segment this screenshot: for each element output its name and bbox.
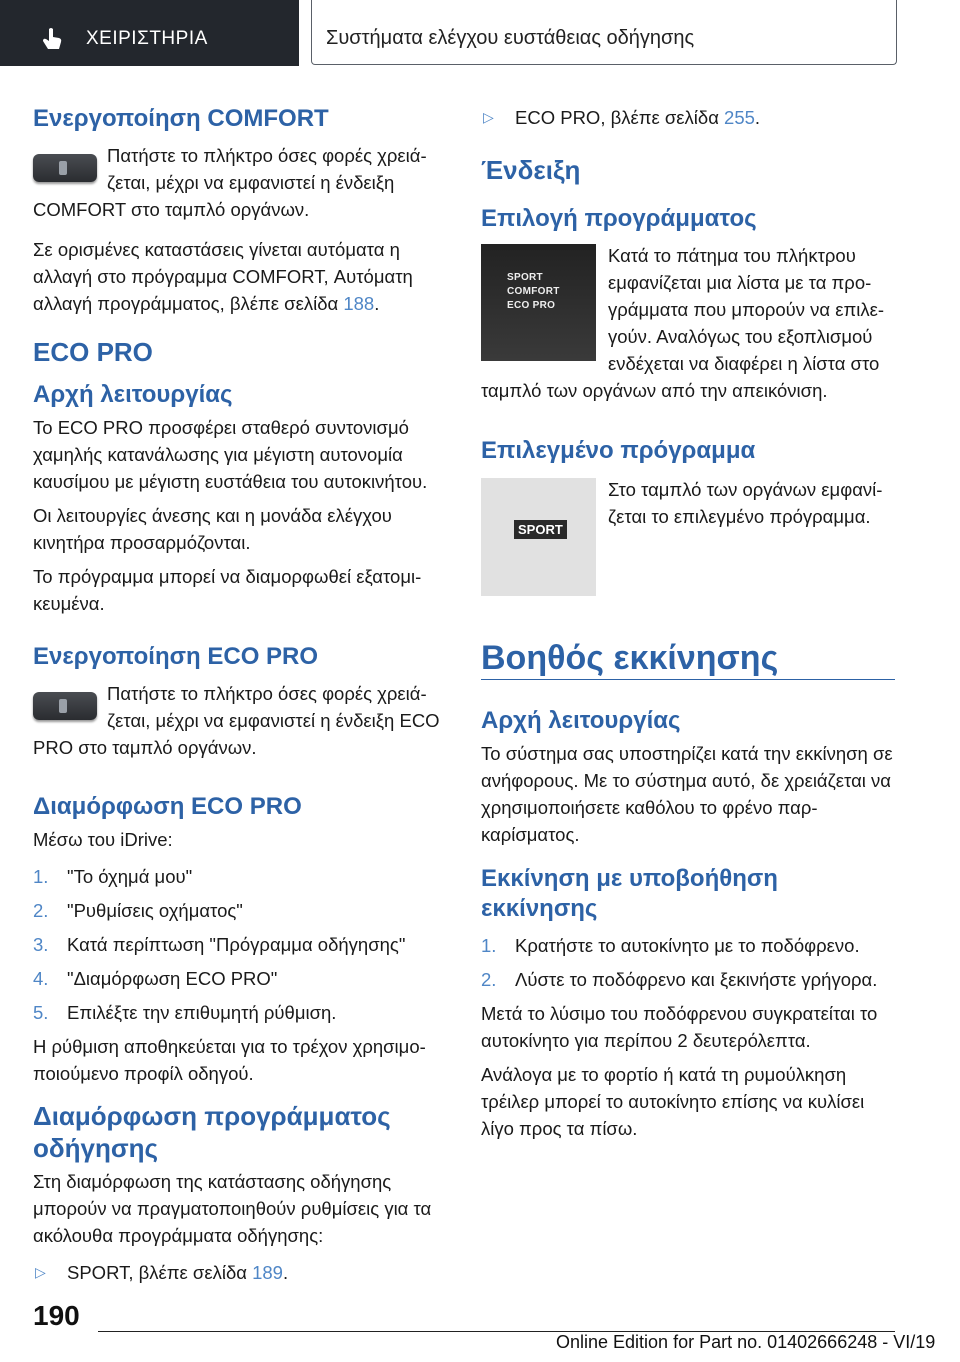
list-item: 4. "Διαμόρφωση ECO PRO" bbox=[33, 968, 278, 989]
menu-item-sport: SPORT bbox=[507, 272, 543, 283]
chapter-tab[interactable] bbox=[0, 0, 299, 66]
ecopro-config-intro: Μέσω του iDrive: bbox=[33, 829, 173, 850]
principle-paragraph-3: Το πρόγραμμα μπορεί να διαμορφωθεί εξατομικευμένα. bbox=[33, 566, 422, 614]
ecopro-section bbox=[33, 336, 448, 617]
selected-program-text: Στο ταμπλό των οργάνων εμφανίζεται το επιλεγμένο πρόγραμμα. bbox=[608, 479, 883, 527]
page-link-255[interactable]: 255 bbox=[724, 107, 755, 128]
list-item: 2. Λύστε το ποδόφρενο και ξεκινήστε γρήγορα. bbox=[481, 969, 878, 990]
triangle-bullet-icon: ▷ bbox=[35, 1264, 46, 1280]
menu-item-ecopro: ECO PRO bbox=[507, 300, 556, 311]
select-program-text: Κατά το πάτημα του πλήκτρου εμφανίζεται μια λίστα με τα προγράμματα που μπορούν να επιλεγούν. Αναλόγως του εξοπλισμού ενδέχεται να διαφέρει η λίστα στο ταμπλό των οργάνων από την απεικόνιση. bbox=[481, 245, 885, 401]
principle-paragraph-2: Οι λειτουργίες άνεσης και η μονάδα ελέγχου κινητήρα προσαρμόζονται. bbox=[33, 505, 392, 553]
program-config-text: Στη διαμόρφωση της κατάστασης οδήγησης μπορούν να πραγματοποιηθούν ρυθμίσεις για τα ακόλουθα προγράμματα οδήγησης: bbox=[33, 1171, 432, 1246]
sport-badge: SPORT bbox=[514, 520, 567, 539]
principle-paragraph-1: Το ECO PRO προσφέρει σταθερό συντονισμό χαμηλής κατανάλωσης για μέγιστη αυτονομία καυσίμου με μέγιστη ευστάθεια του αυτοκινήτου. bbox=[33, 417, 428, 492]
page-link-188[interactable]: 188 bbox=[343, 293, 375, 314]
start-assist-section bbox=[481, 706, 896, 1142]
mode-button-icon bbox=[33, 154, 97, 182]
edition-footer: Online Edition for Part no. 01402666248 - VI/19 bbox=[556, 1332, 936, 1352]
assist-start-heading: Εκκίνηση με υποβοήθηση εκκίνησης bbox=[481, 865, 778, 922]
page-number: 190 bbox=[33, 1300, 80, 1331]
steps-list bbox=[33, 863, 448, 1026]
ecopro-activation-text: Πατήστε το πλήκτρο όσες φορές χρειάζεται, μέχρι να εμφανιστεί η ένδειξη ECO PRO στο ταμπλό οργάνων. bbox=[33, 683, 440, 758]
ecopro-config-heading: Διαμόρφωση ECO PRO bbox=[33, 793, 302, 820]
list-item: 5. Επιλέξτε την επιθυμητή ρύθμιση. bbox=[33, 1002, 337, 1023]
assist-principle-text: Το σύστημα σας υποστηρίζει κατά την εκκίνηση σε ανήφορους. Με το σύστημα αυτό, δε χρειάζεται να χρησιμοποιήσετε καθόλου το φρένο παρκαρίσματος. bbox=[481, 743, 893, 845]
triangle-bullet-icon: ▷ bbox=[483, 109, 494, 125]
assist-steps-list bbox=[481, 932, 896, 993]
start-assist-title-block bbox=[481, 638, 896, 678]
assist-paragraph-2: Ανάλογα με το φορτίο ή κατά τη ρυμούλκηση τρέιλερ μπορεί το αυτοκίνητο επίσης να κυλίσει λίγο προς τα πίσω. bbox=[481, 1064, 865, 1139]
mode-button-icon bbox=[33, 692, 97, 720]
comfort-heading: Ενεργοποίηση COMFORT bbox=[33, 105, 329, 132]
comfort-text: Πατήστε το πλήκτρο όσες φορές χρειάζεται, μέχρι να εμφανιστεί η ένδειξη COMFORT στο ταμπλό οργάνων. bbox=[33, 145, 427, 220]
ecopro-activation-section bbox=[33, 642, 448, 761]
ecopro-title: ECO PRO bbox=[33, 337, 153, 367]
auto-switch-text: Σε ορισμένες καταστάσεις γίνεται αυτόματα η αλλαγή στο πρόγραμμα COMFORT, Αυτόματη αλλαγή προγράμματος, βλέπε σελίδα 188. bbox=[33, 239, 413, 314]
comfort-section bbox=[33, 104, 448, 223]
page-link-189[interactable]: 189 bbox=[252, 1262, 283, 1283]
list-item: 2. "Ρυθμίσεις οχήματος" bbox=[33, 900, 243, 921]
assist-paragraph-1: Μετά το λύσιμο του ποδόφρενου συγκρατείται το αυτοκίνητο για περίπου 2 δευτερόλεπτα. bbox=[481, 1003, 878, 1051]
assist-principle-heading: Αρχή λειτουργίας bbox=[481, 707, 681, 734]
ecopro-activation-heading: Ενεργοποίηση ECO PRO bbox=[33, 643, 319, 670]
auto-text: Σε ορισμένες καταστάσεις γίνεται αυτόματα η αλλαγή στο πρόγραμμα COMFORT, Αυτόματη αλλαγή προγράμματος, βλέπε σελίδα bbox=[33, 239, 413, 314]
indication-title: Ένδειξη bbox=[481, 155, 581, 185]
ecopro-list-item bbox=[481, 104, 896, 131]
selected-program-heading: Επιλεγμένο πρόγραμμα bbox=[481, 437, 756, 464]
hand-pointer-icon bbox=[40, 26, 66, 52]
select-program-heading: Επιλογή προγράμματος bbox=[481, 205, 757, 232]
start-assist-title: Βοηθός εκκίνησης bbox=[481, 639, 779, 677]
program-list-display bbox=[481, 244, 596, 361]
program-config-section bbox=[33, 1100, 448, 1286]
list-item: 1. Κρατήστε το αυτοκίνητο με το ποδόφρενο. bbox=[481, 935, 860, 956]
indication-section bbox=[481, 154, 896, 404]
selected-program-section bbox=[481, 436, 896, 598]
menu-item-comfort: COMFORT bbox=[507, 286, 560, 297]
ecopro-config-section bbox=[33, 792, 448, 1087]
list-item: ▷ ECO PRO, βλέπε σελίδα 255. bbox=[481, 104, 896, 131]
selected-program-display bbox=[481, 478, 596, 596]
program-config-heading: Διαμόρφωση προγράμματος οδήγησης bbox=[33, 1101, 391, 1163]
list-item: 1. "Το όχημά μου" bbox=[33, 866, 193, 887]
list-item: ▷ SPORT, βλέπε σελίδα 189. bbox=[33, 1259, 448, 1286]
list-item: 3. Κατά περίπτωση "Πρόγραμμα οδήγησης" bbox=[33, 934, 406, 955]
principle-heading: Αρχή λειτουργίας bbox=[33, 381, 233, 408]
section-divider bbox=[481, 679, 895, 680]
section-title: Συστήματα ελέγχου ευστάθειας οδήγησης bbox=[326, 27, 695, 49]
page-header bbox=[0, 0, 960, 66]
ecopro-config-note: Η ρύθμιση αποθηκεύεται για το τρέχον χρησιμοποιούμενο προφίλ οδηγού. bbox=[33, 1036, 426, 1084]
chapter-label: ΧΕΙΡΙΣΤΗΡΙΑ bbox=[86, 28, 208, 49]
section-title-box bbox=[311, 0, 897, 65]
